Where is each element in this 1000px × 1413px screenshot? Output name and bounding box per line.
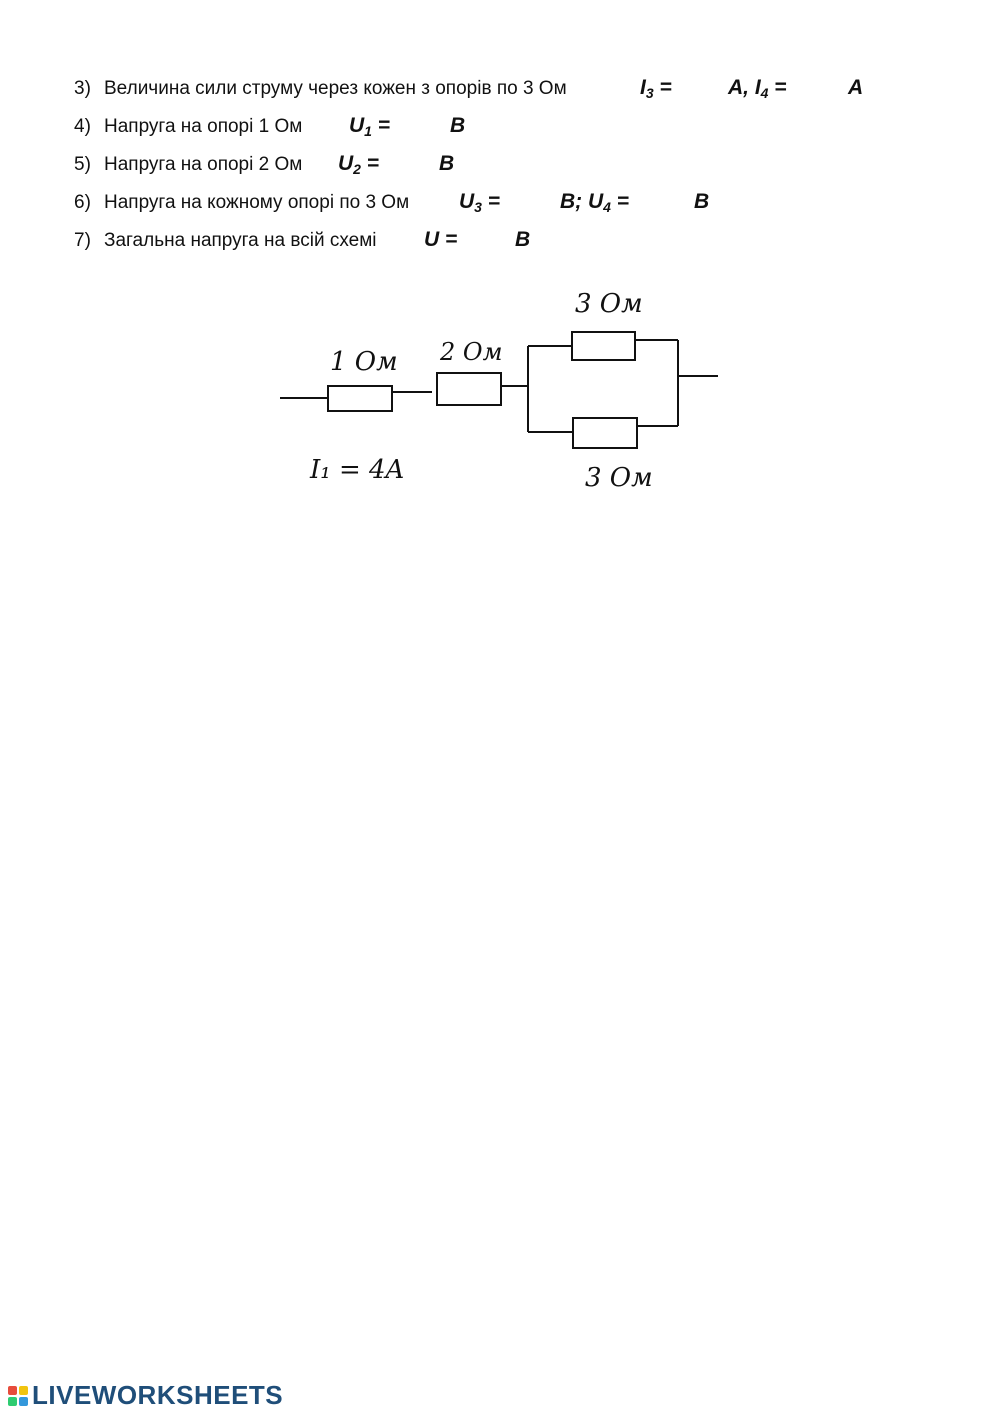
formula-unit: В; $U_4$ = bbox=[560, 190, 630, 215]
formula-variable: U = bbox=[424, 228, 458, 251]
question-number: 5) bbox=[74, 154, 91, 175]
formula-unit: В bbox=[439, 152, 455, 175]
formula-variable: $U_2$ = bbox=[338, 152, 380, 177]
formula-variable: $I_3$ = bbox=[640, 76, 672, 101]
resistor-2-label: 2 Ом bbox=[440, 338, 503, 366]
formula-variable: $U_3$ = bbox=[459, 190, 501, 215]
brand-name: LIVEWORKSHEETS bbox=[32, 1380, 284, 1410]
question-number: 6) bbox=[74, 192, 91, 213]
footer-brand bbox=[8, 1380, 283, 1411]
question-number: 7) bbox=[74, 230, 91, 251]
resistor-4-label: 3 Ом bbox=[585, 463, 653, 493]
formula-unit: A bbox=[848, 76, 864, 99]
formula-unit: В bbox=[694, 190, 710, 213]
question-text: Загальна напруга на всій схемі bbox=[104, 230, 377, 251]
question-number: 3) bbox=[74, 78, 91, 99]
question-number: 4) bbox=[74, 116, 91, 137]
formula-unit: A, $I_4$ = bbox=[728, 76, 787, 101]
resistor-3-label: 3 Ом bbox=[575, 289, 643, 319]
question-text: Напруга на опорі 2 Ом bbox=[104, 154, 303, 175]
circuit-diagram bbox=[270, 280, 730, 500]
question-text: Напруга на кожному опорі по 3 Ом bbox=[104, 192, 410, 213]
resistor-1-label: 1 Ом bbox=[330, 347, 398, 377]
formula-unit: В bbox=[450, 114, 466, 137]
resistor-4 bbox=[573, 418, 637, 448]
liveworksheets-logo-icon bbox=[8, 1386, 28, 1406]
question-text: Напруга на опорі 1 Ом bbox=[104, 116, 303, 137]
resistor-2 bbox=[437, 373, 501, 405]
formula-unit: В bbox=[515, 228, 531, 251]
resistor-3 bbox=[572, 332, 635, 360]
question-text: Величина сили струму через кожен з опорів по 3 Ом bbox=[104, 78, 567, 99]
resistor-1 bbox=[328, 386, 392, 411]
current-label: I₁ = 4A bbox=[310, 455, 405, 485]
formula-variable: $U_1$ = bbox=[349, 114, 391, 139]
